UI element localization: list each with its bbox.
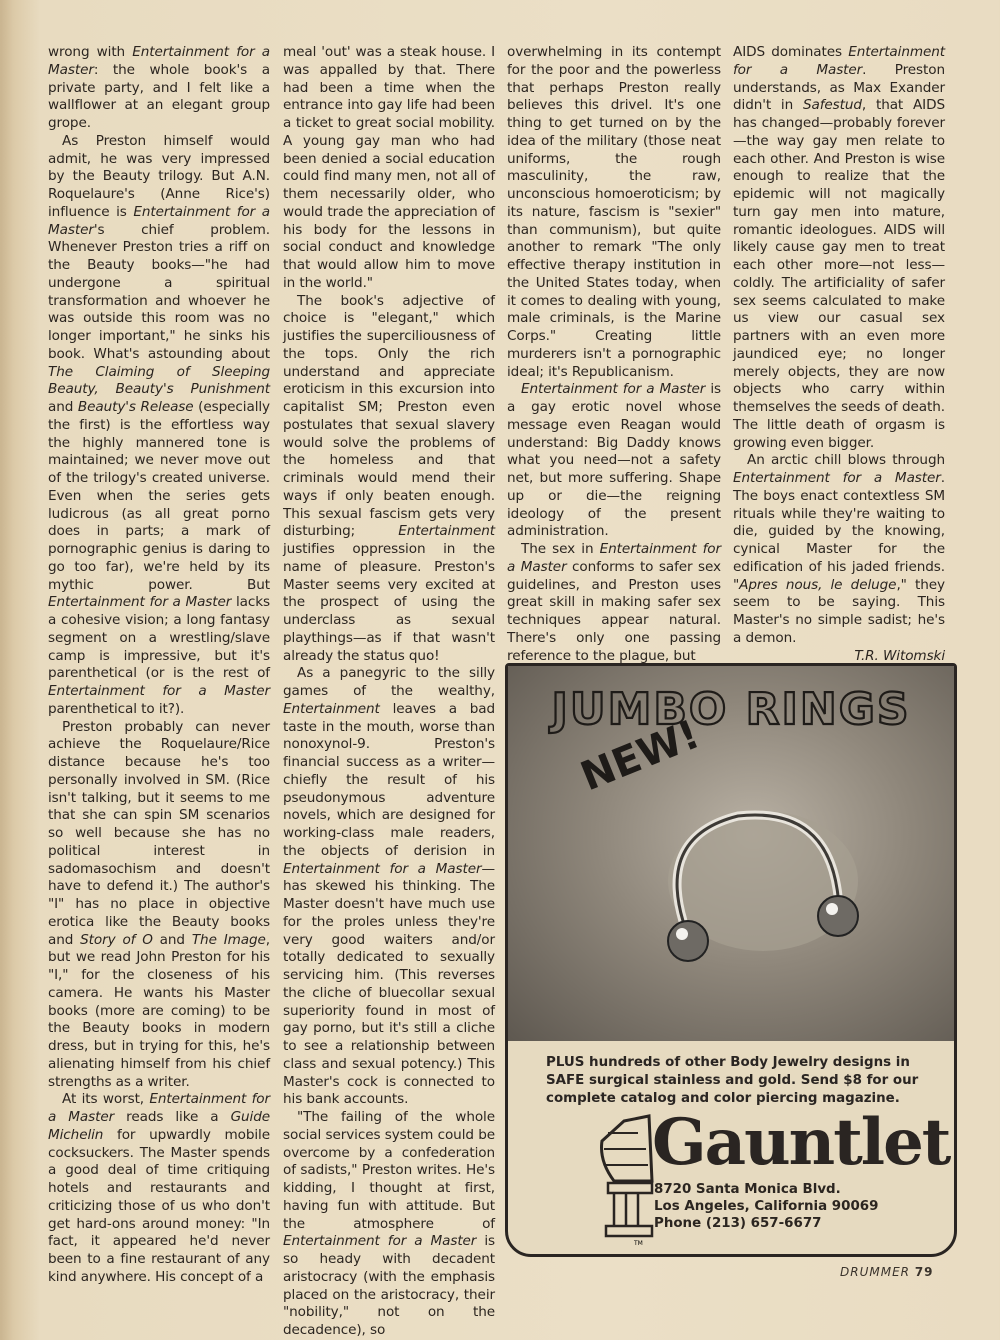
article-paragraph bbox=[48, 133, 270, 719]
paragraph-text: is so heady with decadent aristocracy (with the emphasis placed on the aristocracy, their "nobility," not on the decadence), so bbox=[283, 1233, 495, 1338]
article-column-2 bbox=[283, 44, 495, 1340]
paragraph-text: parenthetical to it?). bbox=[48, 700, 185, 717]
article-paragraph bbox=[507, 44, 721, 381]
italic-title-text: The Image bbox=[191, 931, 266, 948]
italic-title-text: Entertainment for a Master bbox=[283, 1233, 477, 1250]
article-paragraph bbox=[48, 719, 270, 1092]
italic-title-text: Entertainment for a Master bbox=[48, 203, 271, 238]
italic-title-text: Entertainment bbox=[398, 523, 495, 540]
author-byline: T.R. Witomski bbox=[854, 647, 945, 664]
paragraph-text: At its worst, bbox=[62, 1091, 150, 1108]
italic-title-text: Entertainment for a Master bbox=[733, 44, 945, 78]
paragraph-text: leaves a bad taste in the mouth, worse than nonoxynol-9. Preston's financial success as a writer—chiefly the result of his pseudonymous adventure novels, which are designed for working-class male readers, the objects of derision in bbox=[283, 700, 495, 859]
trademark-mark: TM bbox=[634, 1240, 643, 1246]
article-paragraph bbox=[48, 1091, 270, 1286]
gauntlet-advertisement bbox=[505, 663, 957, 1257]
paragraph-text: wrong with bbox=[48, 44, 133, 60]
ad-address bbox=[654, 1181, 878, 1232]
article-paragraph bbox=[283, 1109, 495, 1340]
paragraph-text: As a panegyric to the silly games of the wealthy, bbox=[283, 665, 495, 699]
article-column-1 bbox=[48, 44, 270, 1287]
paragraph-text: justifies oppression in the name of pleasure. Preston's Master seems very excited at the prospect of using the underclass as sexual playthings—as if that wasn't already the status quo! bbox=[283, 541, 495, 664]
paragraph-text: —has skewed his thinking. The Master doesn't have much use for the proles unless they're very good waiters and/or totally dedicated to sexually servicing him. (This reverses the cliche of bluecollar sexual superiority found in most of gay porno, but it's still a cliche to see a relationship between class and sexual potency.) This Master's cock is connected to his bank accounts. bbox=[283, 860, 495, 1108]
italic-title-text: Entertainment for a Master bbox=[48, 44, 270, 78]
paragraph-text: . Preston understands, as Max Exander didn't in bbox=[733, 61, 946, 114]
italic-title-text: Entertainment for a Master bbox=[48, 1091, 270, 1125]
italic-title-text: Safestud bbox=[802, 97, 862, 114]
ad-street: 8720 Santa Monica Blvd. bbox=[654, 1182, 841, 1197]
italic-title-text: Story of O bbox=[80, 931, 153, 948]
article-paragraph bbox=[733, 452, 945, 647]
article-paragraph bbox=[48, 44, 270, 133]
ring-photo-illustration bbox=[508, 666, 954, 1041]
ad-city: Los Angeles, California 90069 bbox=[654, 1199, 879, 1214]
italic-title-text: Entertainment for a Master bbox=[733, 470, 941, 486]
paragraph-text: and bbox=[48, 399, 78, 415]
paragraph-text: An arctic chill blows through bbox=[747, 452, 945, 469]
paragraph-text: . The boys enact contextless SM rituals while they're waiting to die, guided by the knowing, cynical Master for the edification of his jaded friends. " bbox=[733, 470, 945, 593]
italic-title-text: Entertainment for a Master bbox=[507, 541, 721, 575]
page-number: 79 bbox=[914, 1265, 934, 1279]
paragraph-text: meal 'out' was a steak house. I was appalled by that. There had been a time when the entrance into gay life had been a ticket to great social mobility. A young gay man who had been denied a social education could find many men, not all of them necessarily older, who would trade the appreciation of his body for the lessons in social conduct and knowledge that would allow him to move in the world." bbox=[283, 44, 495, 291]
paragraph-text: reads like a bbox=[114, 1109, 231, 1125]
italic-title-text: Entertainment for a Master bbox=[283, 860, 482, 877]
paragraph-text: for upwardly mobile cocksuckers. The Master spends a good deal of time critiquing hotels and restaurants and criticizing those of us who don't get hard-ons around money: "In fact, it appeared he'd never been to a fine restaurant of any kind anywhere. His concept of a bbox=[48, 1126, 270, 1285]
italic-title-text: Apres nous, le deluge bbox=[739, 576, 897, 593]
page-footer bbox=[840, 1265, 934, 1279]
ad-phone: Phone (213) 657-6677 bbox=[654, 1216, 822, 1231]
paragraph-text: is a gay erotic novel whose message even Reagan would understand: Big Daddy knows what you need—not a safety net, but more suffering. Shape up or die—the reigning ideology of the present administration. bbox=[507, 381, 721, 540]
ad-brand-name: Gauntlet bbox=[652, 1105, 950, 1180]
paragraph-text: AIDS dominates bbox=[733, 44, 849, 60]
italic-title-text: Beauty's Release bbox=[77, 399, 194, 415]
paragraph-text: 's chief problem. Whenever Preston tries a riff on the Beauty books—"he had undergone a spiritual transformation and whoever he was outside this room was no longer important," he sinks his book. What's astounding about bbox=[48, 221, 270, 362]
paragraph-text: (especially the first) is the effortless way the highly mannered tone is maintained; we never move out of the trilogy's created universe. Even when the series gets ludicrous (as all great porno does in parts; a mark of pornographic genius is daring to go too far), we're held by its mythic power. But bbox=[48, 399, 270, 593]
article-paragraph bbox=[733, 44, 945, 452]
ad-new-badge: NEW! bbox=[574, 711, 706, 801]
article-paragraph bbox=[283, 293, 495, 666]
paragraph-text: The sex in bbox=[521, 541, 600, 557]
italic-title-text: The Claiming of Sleeping Beauty, Beauty's Punishment bbox=[48, 363, 270, 398]
paragraph-text: The book's adjective of choice is "elegant," which justifies the superciliousness of the tops. Only the rich understand and appreciate eroticism in this excursion into capitalist SM; Preston even postulates that sexual slavery would solve the problems of the homeless and that criminals would mend their ways if only beaten enough. This sexual fascism gets very disturbing; bbox=[283, 292, 495, 540]
paragraph-text: ," they seem to be saying. This Master's no simple sadist; he's a demon. bbox=[733, 576, 945, 646]
paragraph-text: , that AIDS has changed—probably forever—the way gay men relate to each other. And Preston is wise enough to realize that the epidemic will not magically turn gay men into mature, romantic ideologues. AIDS will likely cause gay men to treat each other more—not less—coldly. The artificiality of safer sex seems calculated to make us view our casual sex partners with an even more jaundiced eye; no longer merely objects, they are now objects who carry within themselves the seeds of death. The little death of orgasm is growing even bigger. bbox=[733, 97, 945, 451]
article-paragraph bbox=[507, 381, 721, 541]
italic-title-text: Entertainment bbox=[283, 700, 380, 717]
paragraph-text: Preston probably can never achieve the Roquelaure/Rice distance because he's too personally involved in SM. (Rice isn't talking, but it seems to me that she can spin SM scenarios so well because she has no political interest in sadomasochism and doesn't have to defend it.) The author's "I" has no place in objective erotica like the Beauty books and bbox=[48, 718, 270, 948]
article-paragraph bbox=[283, 44, 495, 293]
ad-photo bbox=[508, 666, 954, 1041]
paragraph-text: conforms to safer sex guidelines, and Preston uses great skill in making safer sex techniques appear natural. There's only one passing reference to the plague, but bbox=[507, 558, 721, 664]
paragraph-text: , but we read John Preston for his "I," for the closeness of his camera. He wants his Master books (more are coming) to be the Beauty books in modern dress, but in trying for this, he's alienating himself from his chief strengths as a writer. bbox=[48, 931, 271, 1090]
italic-title-text: Entertainment for a Master bbox=[48, 594, 232, 611]
italic-title-text: Entertainment for a Master bbox=[521, 381, 706, 398]
gauntlet-logo bbox=[594, 1105, 950, 1251]
ad-headline: JUMBO RINGS bbox=[551, 684, 911, 735]
paragraph-text: "The failing of the whole social services system could be overcome by a confederation of sadists," Preston writes. He's kidding, I thought at first, having fun with attitude. But the atmosphere of bbox=[283, 1109, 495, 1232]
ad-body-text: PLUS hundreds of other Body Jewelry designs in SAFE surgical stainless and gold. Send $8 for our complete catalog and color piercing magazine. bbox=[546, 1055, 919, 1106]
article-paragraph bbox=[507, 541, 721, 665]
paragraph-text: overwhelming in its contempt for the poor and the powerless that perhaps Preston really believes this drivel. It's one thing to get turned on by the idea of the military (those neat uniforms, the rough masculinity, the raw, unconscious homoeroticism; by its nature, fascism is "sexier" than communism), but quite another to remark "The only effective therapy institution in the United States today, when it comes to dealing with young, male criminals, is the Marine Corps." Creating little murderers isn't a pornographic ideal; it's Republicanism. bbox=[507, 44, 721, 380]
magazine-name: DRUMMER bbox=[840, 1265, 910, 1279]
paragraph-text: lacks a cohesive vision; a long fantasy segment on a wrestling/slave camp is impressive, but it's parenthetical (or is the rest of bbox=[48, 594, 270, 682]
paragraph-text: : the whole book's a private party, and I felt like a wallflower at an elegant group grope. bbox=[48, 61, 270, 131]
italic-title-text: Guide Michelin bbox=[48, 1109, 270, 1143]
article-column-4 bbox=[733, 44, 945, 665]
paragraph-text: and bbox=[152, 931, 192, 948]
paragraph-text: As Preston himself would admit, he was very impressed by the Beauty trilogy. But A.N. Roquelaure's (Anne Rice's) influence is bbox=[48, 132, 270, 220]
article-column-3 bbox=[507, 44, 721, 665]
italic-title-text: Entertainment for a Master bbox=[48, 683, 270, 699]
gauntlet-glove-icon bbox=[594, 1111, 654, 1246]
article-paragraph bbox=[283, 665, 495, 1109]
